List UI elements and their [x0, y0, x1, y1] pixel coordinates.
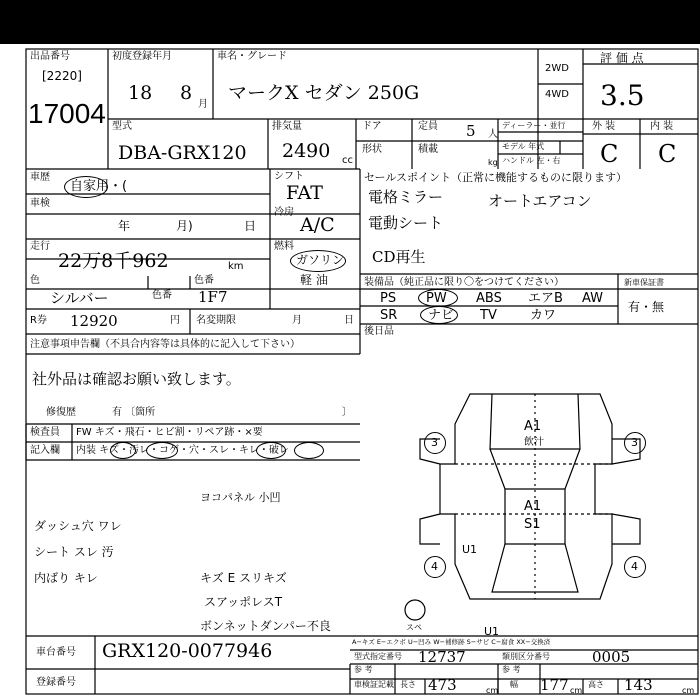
reg-number-label: 登録番号: [36, 677, 76, 688]
shape-label: 形状: [362, 144, 382, 155]
fuel-label: 燃料: [274, 241, 294, 252]
equipment-sr: SR: [380, 308, 398, 323]
equipment-ps: PS: [380, 291, 397, 306]
lot-code: [2220]: [42, 69, 82, 83]
registration-label: 初度登録年月: [112, 51, 172, 62]
score-label: 評 価 点: [600, 51, 644, 65]
history-value: 自家用・(: [70, 179, 128, 194]
color-label: 色: [30, 275, 40, 286]
selling-point-4: CD再生: [372, 248, 426, 266]
equipment-navi: ナビ: [428, 308, 455, 323]
chassis-label: 車台番号: [36, 647, 76, 658]
diagram-mark-3-right: 3: [631, 436, 638, 449]
diagram-spare-label: スペ: [406, 623, 422, 632]
category-value: 0005: [592, 648, 631, 666]
repair-label: 修復歴: [46, 407, 76, 418]
color-code-label: 色番: [152, 290, 172, 301]
color-code-label-2: 色番: [194, 275, 214, 286]
registration-month-unit: 月: [198, 99, 208, 110]
remark-5: キズ E スリキズ: [200, 571, 287, 585]
drive-4wd: 4WD: [545, 89, 569, 100]
diagram-mark-a1-top: A1: [524, 419, 542, 434]
recycle-label: R券: [30, 315, 47, 326]
diagram-mark-a1-mid: A1: [524, 499, 542, 514]
type-designation-label: 型式指定番号: [354, 652, 402, 661]
registration-year: 18: [128, 82, 153, 104]
equipment-leather: カワ: [530, 308, 557, 323]
notes-value: 社外品は確認お願い致します。: [32, 370, 241, 388]
diagram-mark-4-left: 4: [431, 560, 438, 573]
recycle-unit: 円: [170, 315, 180, 326]
auction-sheet: [0, 44, 700, 700]
top-black-bar: [0, 0, 700, 44]
car-outline-lines: [405, 394, 640, 620]
selling-point-1: 電格ミラー: [368, 188, 444, 206]
load-unit: kg: [488, 158, 498, 167]
handle-label: ハンドル 左・右: [502, 156, 561, 165]
equipment-airbag: エアB: [528, 291, 563, 306]
car-name-label: 車名・グレード: [217, 51, 287, 62]
inspection-label: 車検: [30, 198, 50, 209]
width-unit: cm: [570, 686, 583, 695]
diagram-mark-s1: S1: [524, 517, 541, 532]
type-designation-note: 参 考: [354, 665, 373, 674]
remark-7: ボンネットダンパー不良: [200, 619, 331, 633]
recycle-value: 12920: [70, 312, 118, 330]
lot-label: 出品番号: [30, 51, 70, 62]
length-value: 473: [428, 676, 457, 694]
category-note: 参 考: [502, 665, 521, 674]
displacement-label: 排気量: [272, 121, 302, 132]
model-year-label: モデル 年式: [502, 142, 545, 151]
mileage-value: 22万8千962: [58, 250, 169, 272]
model-value: DBA-GRX120: [118, 142, 247, 164]
legend: A−キズ E−エクボ U−凹み W−補修跡 S−サビ C−腐食 XX−交換済: [352, 638, 551, 646]
load-label: 積載: [418, 144, 438, 155]
fuel-diesel: 軽 油: [300, 273, 328, 287]
name-change-month: 月: [292, 315, 302, 326]
diagram-mark-4-right: 4: [631, 560, 638, 573]
attached-label: 後日品: [364, 326, 394, 337]
selling-points-label: セールスポイント（正常に機能するものに限ります）: [364, 171, 628, 184]
inspector-items: FW キズ・飛石・ヒビ割・リペア跡・×要: [76, 427, 263, 438]
mileage-label: 走行: [30, 241, 50, 252]
inspection-day: 日: [244, 219, 257, 233]
color-code: 1F7: [198, 288, 228, 306]
warranty-label: 新車保証書: [624, 278, 664, 287]
shift-label: シフト: [274, 171, 304, 182]
height-unit: cm: [682, 686, 695, 695]
warranty-value: 有・無: [628, 300, 665, 314]
remark-1: ヨコパネル 小凹: [200, 491, 281, 504]
inspector-label: 検査員: [30, 427, 60, 438]
diagram-mark-u1-left: U1: [462, 543, 478, 556]
drive-2wd: 2WD: [545, 63, 569, 74]
width-value: 177: [540, 676, 569, 694]
car-name-value: マークX セダン 250G: [228, 82, 420, 104]
fuel-value: ガソリン: [296, 253, 345, 267]
car-diagram: [0, 44, 700, 700]
equipment-pw: PW: [426, 291, 447, 306]
remark-2: ダッシュ穴 ワレ: [34, 519, 122, 533]
height-label: 高さ: [588, 680, 604, 689]
height-value: 143: [624, 676, 653, 694]
type-designation-value: 12737: [418, 648, 466, 666]
inspection-month: 月): [176, 219, 193, 233]
shift-value: FAT: [286, 182, 323, 204]
dimensions-label: 車検証記載: [354, 680, 394, 689]
displacement-value: 2490: [282, 140, 331, 162]
history-label: 車歴: [30, 172, 50, 183]
score-value: 3.5: [600, 79, 645, 112]
repair-value: 有 〔箇所: [112, 407, 156, 418]
selling-point-3: 電動シート: [368, 214, 444, 232]
model-label: 型式: [112, 121, 132, 132]
repair-close: 〕: [342, 407, 352, 418]
score-interior-label: 内 装: [650, 121, 674, 132]
recorder-items: 内装 キズ・汚レ・コゲ・穴・スレ・キレ・破レ: [76, 445, 289, 456]
displacement-unit: cc: [342, 155, 353, 166]
equipment-aw: AW: [582, 291, 604, 306]
registration-month: 8: [180, 82, 193, 104]
capacity-label: 定員: [418, 121, 438, 132]
doors-label: ドア: [362, 121, 382, 132]
ac-value: A/C: [300, 214, 335, 236]
equipment-abs: ABS: [476, 291, 502, 306]
chassis-value: GRX120-0077946: [102, 640, 273, 662]
name-change-day: 日: [344, 315, 354, 326]
color-value: シルバー: [50, 289, 109, 307]
notes-label: 注意事項申告欄（不具合内容等は具体的に記入して下さい）: [30, 339, 300, 350]
selling-point-2: オートエアコン: [488, 192, 592, 210]
score-exterior-label: 外 装: [592, 121, 616, 132]
mileage-unit: km: [228, 261, 244, 272]
lot-number: 17004: [28, 98, 106, 129]
equipment-label: 装備品（純正品に限り〇をつけてください）: [364, 277, 564, 288]
name-change-label: 名変期限: [196, 315, 236, 326]
category-label: 類別区分番号: [502, 652, 550, 661]
capacity-value: 5: [466, 122, 476, 140]
diagram-mark-note: 飲汁: [524, 437, 544, 448]
ac-label: 冷房: [274, 207, 294, 218]
equipment-tv: TV: [480, 308, 497, 323]
remark-4: 内ばり キレ: [34, 571, 98, 585]
remark-6: スアッポレスT: [204, 595, 283, 609]
remark-3: シート スレ 汚: [34, 545, 114, 559]
length-unit: cm: [486, 686, 499, 695]
dealer-label: ディーラー・並行: [502, 121, 566, 130]
score-interior: C: [658, 140, 677, 168]
capacity-unit: 人: [488, 129, 498, 140]
inspection-year: 年: [118, 219, 131, 233]
diagram-mark-u1-bottom: U1: [484, 625, 500, 638]
diagram-mark-3-left: 3: [431, 436, 438, 449]
length-label: 長さ: [400, 680, 416, 689]
score-exterior: C: [600, 140, 619, 168]
recorder-label: 記入欄: [30, 445, 60, 456]
width-label: 幅: [510, 680, 518, 689]
